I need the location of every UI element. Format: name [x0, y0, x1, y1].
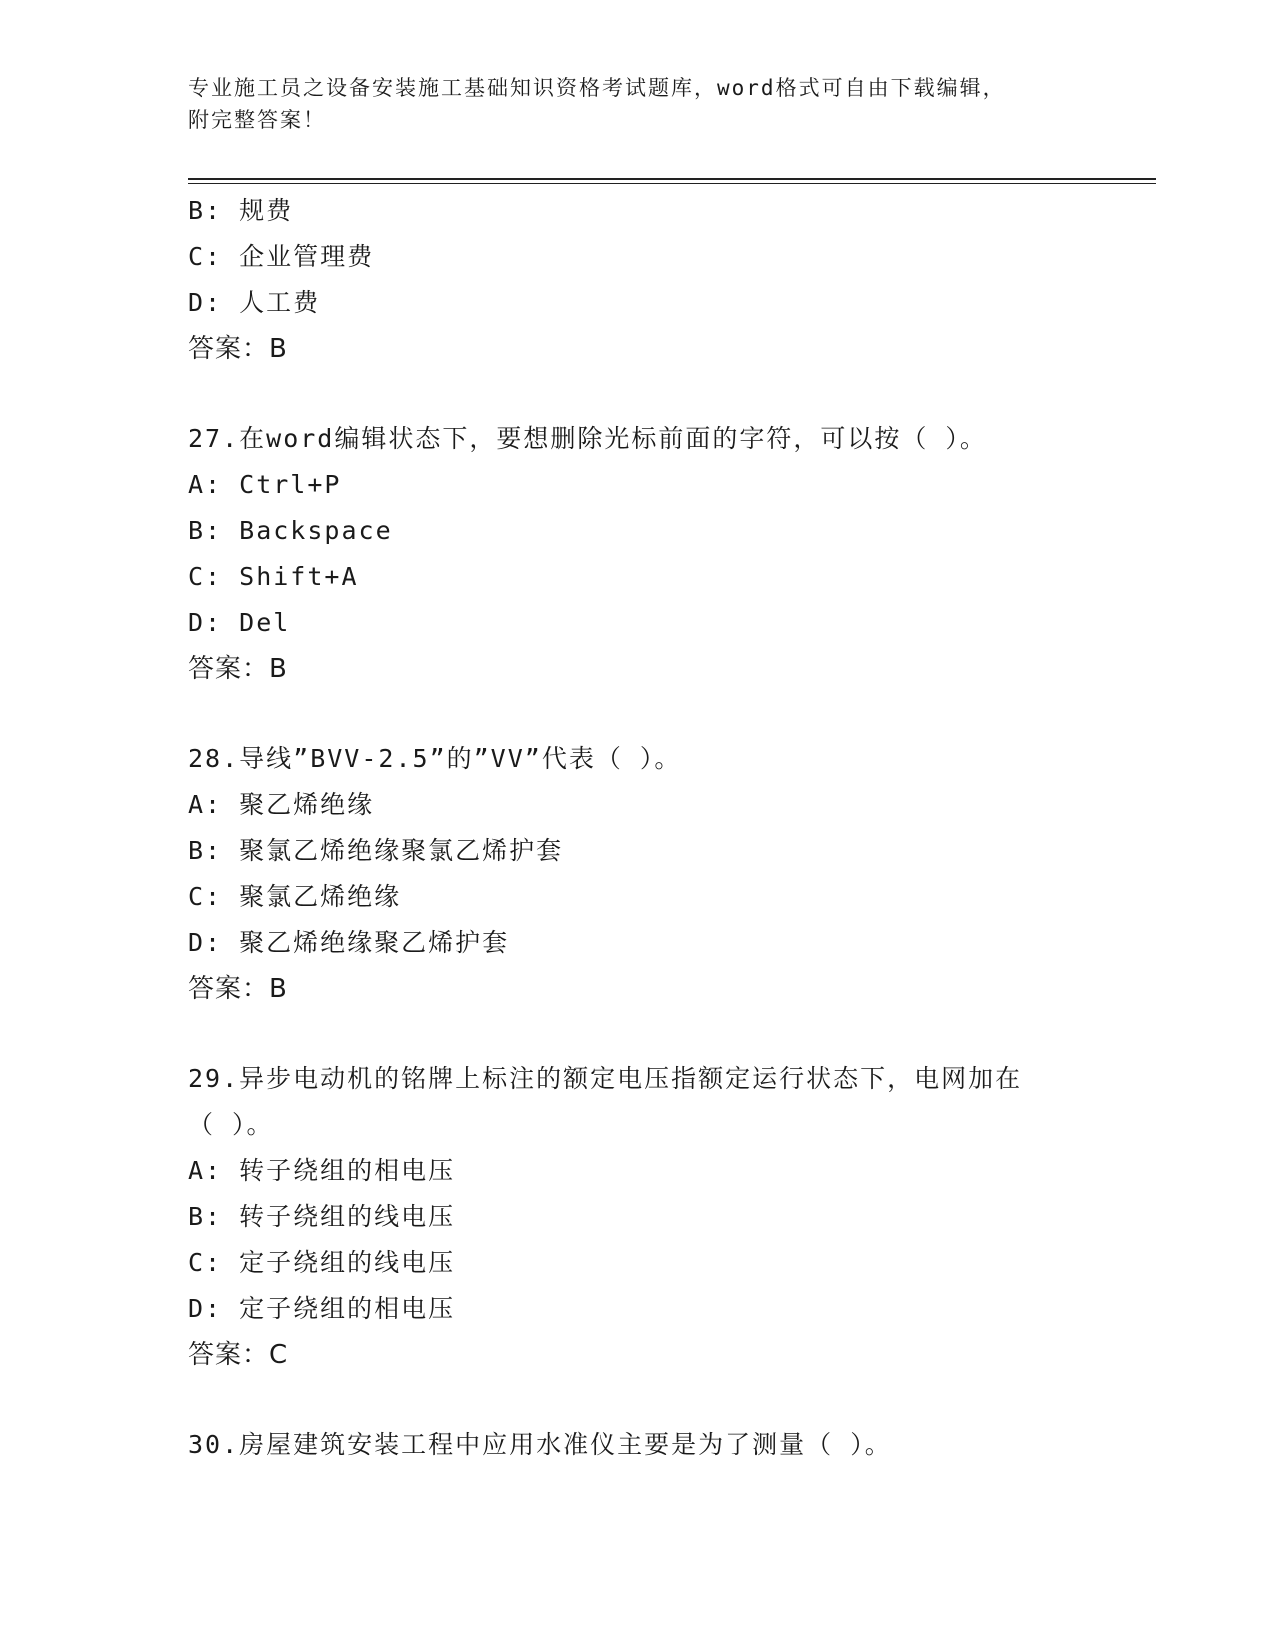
- header-line-2: 附完整答案！: [188, 108, 326, 132]
- option-d: D: Del: [188, 608, 291, 637]
- question-stem-line-1: 29.异步电动机的铭牌上标注的额定电压指额定运行状态下，电网加在: [188, 1064, 1023, 1093]
- header-line-1: 专业施工员之设备安装施工基础知识资格考试题库，word格式可自由下载编辑，: [188, 76, 1006, 100]
- question-stem: 28.导线”BVV-2.5”的”VV”代表（ ）。: [188, 744, 682, 773]
- page-header: [188, 72, 1068, 136]
- option-a: A: 转子绕组的相电压: [188, 1156, 456, 1185]
- option-c: C: 聚氯乙烯绝缘: [188, 882, 402, 911]
- question-block-29: [188, 1056, 1156, 1378]
- header-divider-thin: [188, 183, 1156, 184]
- option-b: B: 转子绕组的线电压: [188, 1202, 456, 1231]
- question-block-30: [188, 1422, 1156, 1468]
- answer-text: 答案：C: [188, 1340, 289, 1370]
- header-divider-thick: [188, 178, 1156, 180]
- answer-text: 答案：B: [188, 974, 288, 1004]
- spacer: [188, 372, 1156, 416]
- option-b: B: 规费: [188, 196, 294, 225]
- question-content: [188, 188, 1156, 1468]
- spacer: [188, 692, 1156, 736]
- question-stem: 27.在word编辑状态下，要想删除光标前面的字符，可以按（ ）。: [188, 424, 987, 453]
- spacer: [188, 1378, 1156, 1422]
- question-block-26: [188, 188, 1156, 372]
- question-block-28: [188, 736, 1156, 1012]
- answer-text: 答案：B: [188, 654, 288, 684]
- question-stem: 30.房屋建筑安装工程中应用水准仪主要是为了测量（ ）。: [188, 1430, 892, 1459]
- option-a: A: Ctrl+P: [188, 470, 342, 499]
- option-a: A: 聚乙烯绝缘: [188, 790, 375, 819]
- option-d: D: 定子绕组的相电压: [188, 1294, 456, 1323]
- option-c: C: 企业管理费: [188, 242, 375, 271]
- option-b: B: Backspace: [188, 516, 393, 545]
- question-block-27: [188, 416, 1156, 692]
- option-c: C: 定子绕组的线电压: [188, 1248, 456, 1277]
- option-d: D: 人工费: [188, 288, 321, 317]
- spacer: [188, 1012, 1156, 1056]
- question-stem-line-2: （ ）。: [188, 1110, 274, 1139]
- option-c: C: Shift+A: [188, 562, 359, 591]
- option-b: B: 聚氯乙烯绝缘聚氯乙烯护套: [188, 836, 564, 865]
- option-d: D: 聚乙烯绝缘聚乙烯护套: [188, 928, 510, 957]
- answer-text: 答案：B: [188, 334, 288, 364]
